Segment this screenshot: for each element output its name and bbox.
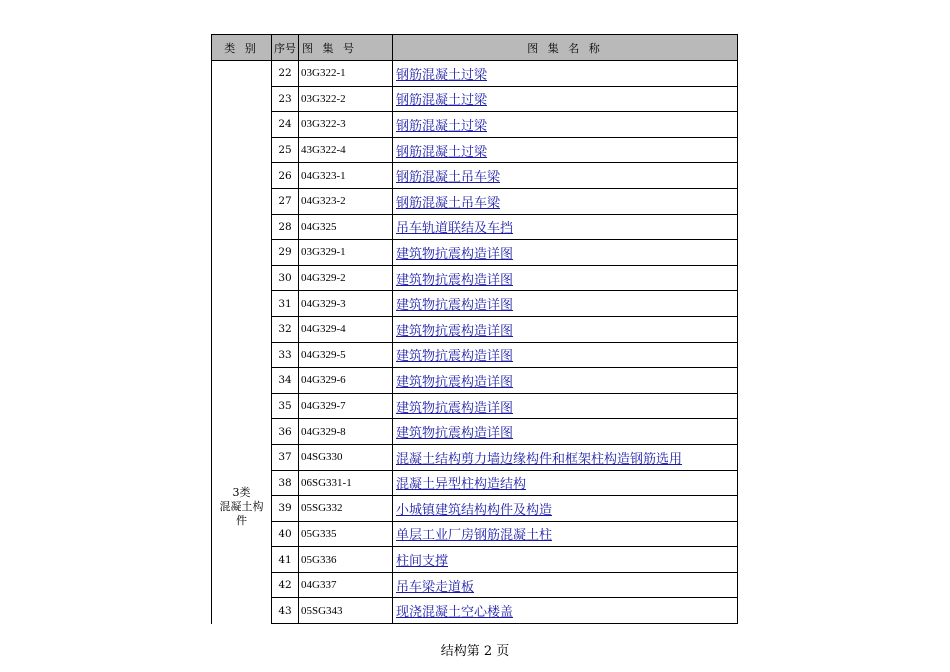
table-row xyxy=(212,419,738,445)
table-row xyxy=(212,598,738,624)
table-row xyxy=(212,163,738,189)
table-row xyxy=(212,137,738,163)
row-name-cell xyxy=(393,419,738,445)
table-row xyxy=(212,342,738,368)
row-index: 36 xyxy=(272,419,299,445)
row-index: 34 xyxy=(272,368,299,394)
table-row xyxy=(212,291,738,317)
atlas-name-link[interactable]: 建筑物抗震构造详图 xyxy=(396,246,514,262)
row-index: 30 xyxy=(272,265,299,291)
row-index: 31 xyxy=(272,291,299,317)
table-row xyxy=(212,496,738,522)
row-index: 29 xyxy=(272,240,299,266)
atlas-name-link[interactable]: 钢筋混凝土过梁 xyxy=(396,67,488,83)
row-index: 33 xyxy=(272,342,299,368)
row-index: 22 xyxy=(272,61,299,87)
atlas-catalog-sheet xyxy=(211,34,737,624)
row-code: 43G322-4 xyxy=(299,137,393,163)
row-name-cell xyxy=(393,598,738,624)
row-name-cell xyxy=(393,188,738,214)
row-index: 42 xyxy=(272,572,299,598)
row-code: 03G322-3 xyxy=(299,112,393,138)
row-name-cell xyxy=(393,163,738,189)
row-name-cell xyxy=(393,572,738,598)
atlas-name-link[interactable]: 建筑物抗震构造详图 xyxy=(396,400,514,416)
row-index: 39 xyxy=(272,496,299,522)
atlas-name-link[interactable]: 混凝土结构剪力墙边缘构件和框架柱构造钢筋选用 xyxy=(396,451,683,467)
row-name-cell xyxy=(393,547,738,573)
row-code: 03G322-2 xyxy=(299,86,393,112)
row-index: 38 xyxy=(272,470,299,496)
row-code: 05SG332 xyxy=(299,496,393,522)
table-row xyxy=(212,188,738,214)
atlas-name-link[interactable]: 钢筋混凝土过梁 xyxy=(396,144,488,160)
row-code: 04G329-4 xyxy=(299,316,393,342)
atlas-name-link[interactable]: 建筑物抗震构造详图 xyxy=(396,349,514,365)
row-code: 04G329-8 xyxy=(299,419,393,445)
row-name-cell xyxy=(393,86,738,112)
table-row xyxy=(212,470,738,496)
category-label-line3: 件 xyxy=(236,514,247,528)
row-name-cell xyxy=(393,291,738,317)
row-code: 04G329-5 xyxy=(299,342,393,368)
row-index: 37 xyxy=(272,444,299,470)
atlas-name-link[interactable]: 建筑物抗震构造详图 xyxy=(396,323,514,339)
atlas-name-link[interactable]: 钢筋混凝土吊车梁 xyxy=(396,170,501,186)
table-row xyxy=(212,214,738,240)
atlas-name-link[interactable]: 吊车梁走道板 xyxy=(396,579,475,595)
row-code: 03G322-1 xyxy=(299,61,393,87)
row-code: 04G329-2 xyxy=(299,265,393,291)
row-index: 24 xyxy=(272,112,299,138)
atlas-name-link[interactable]: 吊车轨道联结及车挡 xyxy=(396,221,514,237)
header-index: 序号 xyxy=(272,35,299,61)
row-name-cell xyxy=(393,265,738,291)
row-code: 03G329-1 xyxy=(299,240,393,266)
row-code: 06SG331-1 xyxy=(299,470,393,496)
row-name-cell xyxy=(393,521,738,547)
row-index: 32 xyxy=(272,316,299,342)
row-index: 41 xyxy=(272,547,299,573)
atlas-name-link[interactable]: 建筑物抗震构造详图 xyxy=(396,272,514,288)
atlas-name-link[interactable]: 钢筋混凝土吊车梁 xyxy=(396,195,501,211)
row-name-cell xyxy=(393,112,738,138)
row-index: 40 xyxy=(272,521,299,547)
atlas-name-link[interactable]: 混凝土异型柱构造结构 xyxy=(396,477,527,493)
table-row xyxy=(212,547,738,573)
page-footer xyxy=(0,640,950,659)
row-code: 04G323-1 xyxy=(299,163,393,189)
table-row xyxy=(212,240,738,266)
atlas-name-link[interactable]: 建筑物抗震构造详图 xyxy=(396,374,514,390)
row-code: 04G325 xyxy=(299,214,393,240)
header-code: 图 集 号 xyxy=(299,35,393,61)
row-index: 27 xyxy=(272,188,299,214)
atlas-name-link[interactable]: 柱间支撑 xyxy=(396,554,449,570)
table-row xyxy=(212,572,738,598)
row-code: 05G335 xyxy=(299,521,393,547)
row-index: 25 xyxy=(272,137,299,163)
header-category: 类 别 xyxy=(212,35,272,61)
table-header xyxy=(212,35,738,61)
row-index: 28 xyxy=(272,214,299,240)
table-row xyxy=(212,521,738,547)
atlas-name-link[interactable]: 钢筋混凝土过梁 xyxy=(396,93,488,109)
row-code: 04G329-7 xyxy=(299,393,393,419)
table-body xyxy=(212,61,738,624)
table-row xyxy=(212,316,738,342)
category-cell xyxy=(212,61,272,624)
category-label-line1: 3类 xyxy=(232,486,251,500)
row-code: 05G336 xyxy=(299,547,393,573)
footer-suffix: 页 xyxy=(496,644,510,659)
row-name-cell xyxy=(393,214,738,240)
row-index: 35 xyxy=(272,393,299,419)
row-name-cell xyxy=(393,61,738,87)
atlas-name-link[interactable]: 小城镇建筑结构构件及构造 xyxy=(396,502,553,518)
footer-page-number: 2 xyxy=(483,644,493,659)
row-index: 23 xyxy=(272,86,299,112)
table-row xyxy=(212,61,738,87)
atlas-name-link[interactable]: 建筑物抗震构造详图 xyxy=(396,426,514,442)
row-code: 05SG343 xyxy=(299,598,393,624)
atlas-table xyxy=(211,34,738,624)
atlas-name-link[interactable]: 现浇混凝土空心楼盖 xyxy=(396,605,514,621)
atlas-name-link[interactable]: 建筑物抗震构造详图 xyxy=(396,298,514,314)
row-name-cell xyxy=(393,368,738,394)
table-row xyxy=(212,444,738,470)
table-row xyxy=(212,86,738,112)
row-name-cell xyxy=(393,444,738,470)
table-row xyxy=(212,393,738,419)
row-index: 43 xyxy=(272,598,299,624)
row-code: 04G329-6 xyxy=(299,368,393,394)
row-code: 04G337 xyxy=(299,572,393,598)
header-name: 图 集 名 称 xyxy=(393,35,738,61)
atlas-name-link[interactable]: 钢筋混凝土过梁 xyxy=(396,118,488,134)
row-code: 04G323-2 xyxy=(299,188,393,214)
atlas-name-link[interactable]: 单层工业厂房钢筋混凝土柱 xyxy=(396,528,553,544)
row-name-cell xyxy=(393,393,738,419)
table-row xyxy=(212,265,738,291)
category-label-line2: 混凝土构 xyxy=(219,500,264,514)
table-row xyxy=(212,112,738,138)
row-name-cell xyxy=(393,496,738,522)
row-name-cell xyxy=(393,137,738,163)
row-name-cell xyxy=(393,470,738,496)
row-index: 26 xyxy=(272,163,299,189)
footer-prefix: 结构第 xyxy=(440,644,480,659)
table-row xyxy=(212,368,738,394)
row-name-cell xyxy=(393,240,738,266)
row-name-cell xyxy=(393,316,738,342)
row-name-cell xyxy=(393,342,738,368)
row-code: 04SG330 xyxy=(299,444,393,470)
row-code: 04G329-3 xyxy=(299,291,393,317)
